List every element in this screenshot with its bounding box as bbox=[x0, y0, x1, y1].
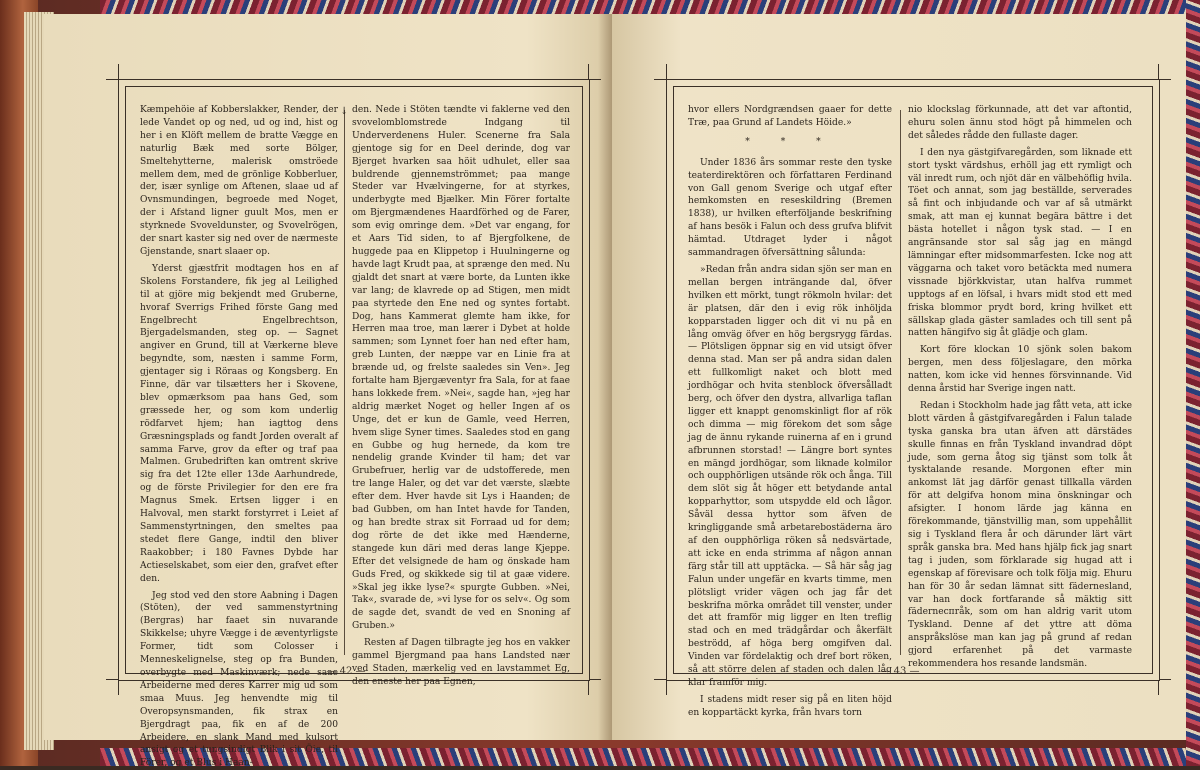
paragraph: Jeg stod ved den store Aabning i Dagen (Stöten), der ved sammenstyrtning (Bergras) har faaet sin nuvarande Skikkelse; uhyre Vægge i de æventyrligste Former, tidt som Colosser i Menneskelignelse, steg op fra Bunden, overbygte med Maskinværk; nede saae Arbeiderne med deres Karrer mig ud som smaa Muus. Jeg henvendte mig til Overopsynsmanden, fik strax en Bjergdragt paa, fik en af de 200 Arbeidere, en slank Mand med kulsort ansigt og et tungsindigt Blik i sit Öie, til Förer, og et Blus i Haan- bbox=[140, 590, 338, 769]
frame-tick bbox=[1158, 64, 1159, 79]
left-page-column-1 bbox=[140, 104, 338, 769]
section-break-stars: * * * bbox=[745, 136, 835, 147]
paragraph: Redan i Stockholm hade jag fått veta, att icke blott värden å gästgifvaregården i Falun talade tyska ganska bra utan äfven att därstädes skulle finnas en från Tyskland invandrad döpt jude, som gerna åtog sig tjänst som tolk åt tysktalande resande. Morgonen efter min ankomst lät jag därför genast tillkalla värden för att delgifva honom mina önskningar och afsigter. I honom lärde jag känna en förekommande, tjänstvillig man, som uppehållit sig i Tyskland flera år och därunder lärt värt språk ganska bra. Med hans hjälp fick jag snart tag i juden, som förklarade sig hugad att i egenskap af förevisare och tolk följa mig. Ehuru han för 30 år sedan lämnat sitt fädernesland, var han dock fortfarande så mäktig sitt fäderneспråk, som om han aldrig varit utom Tyskland. Denne af det yttre att döma anspråkslöse man kan jag på grund af redan gjord erfarenhet på det varmaste rekommendera hos resande landsmän. bbox=[908, 400, 1132, 670]
paragraph: den. Nede i Stöten tændte vi faklerne ved den svovelomblomstrede Indgang til Underverdenens Huler. Scenerne fra Sala gjentoge sig for en Deel derinde, dog var Bjerget hvarken saa höit udhulet, eller saa buldrende gjennemströmmet; paa mange Steder var Hvælvingerne, for at styrkes, underbygte med Bjælker. Min Förer fortalte om Bjergmændenes Haardförhed og de Farer, som evig omringe dem. »Det var engang, for et Aars Tid siden, to af Bjergfolkene, de huggede paa en Klippetop i Huulningerne og havde lagt Krudt paa, at sprænge den med. Nu gjaldt det snart at være borte, da Lunten ikke var lang; de klavrede op ad Stigen, men midt paa styrtede den Ene ned og syntes fortabt. Dog, hans Kammerat glemte ham ikke, for Herren maa troe, man lærer i Dybet at holde sammen; som Lynnet foer han ned efter ham, greb Lunten, der næppe var en Linie fra at brænde ud, og frelste saaledes sin Ven». Jeg fortalte ham Bjergæventyr fra Sala, for at faae hans lokkede frem. »Nei«, sagde han, »jeg har aldrig mærket Noget og heller Ingen af os Unge, det er kun de Gamle, veed Herren, hvem slige Syner times. Saaledes stod en gang en Gubbe og hug hernede, da kom tre nendelig grande Kvinder til ham; det var Grubefruer, herlig var de udstofferede, men tre lange Haler, og det var det værste, slæbte efter dem. Hver havde sit Lys i Haanden; de bad Gubben, om han Intet havde for Tanden, og han bredte strax sit Forraad ud for dem; dog rörte de det ikke med Hænderne, stangede kun däri med deras lange Kjeppe. Efter det velsignede de ham og önskade ham Guds Fred, og skikkede sig til at gaæ videre. »Skal jeg ikke lyse?« spurgte Gubben. »Nei, Tak«, svarade de, »vi lyse for os selv«. Og som de sagde det, svandt de ved en Snoning af Gruben.» bbox=[352, 105, 570, 632]
right-page-column-2 bbox=[908, 104, 1132, 670]
column-rule-marker: ↓ bbox=[340, 106, 349, 117]
frame-tick bbox=[106, 79, 118, 80]
page-number-left: — 42 — bbox=[326, 666, 366, 677]
frame-tick bbox=[588, 64, 589, 79]
left-page-column-2 bbox=[352, 104, 570, 687]
frame-tick bbox=[654, 679, 666, 680]
paragraph: Kæmpehöie af Kobberslakker, Render, der lede Vandet op og ned, ud og ind, hist og her i en Klöft mellem de bratte Vægge en naturlig Bæk med sorte Bölger, Smeltehytterne, malerisk omströede mellem dem, med de grönlige Kobberluer, der, især synlige om Aftenen, slaae ud af Ovnsmundingen, begroede med Noget, der i Afstand ligner guult Mos, men er styrknede Svoveldunster, og Svovelrögen, der snart kaster sig ned over de nærmeste Gjenstande, snart slaaer op. bbox=[140, 105, 338, 257]
frame-tick bbox=[666, 64, 667, 79]
frame-tick bbox=[118, 680, 119, 695]
right-page-column-1 bbox=[688, 104, 892, 718]
frame-tick bbox=[588, 680, 589, 695]
paragraph: Kort före klockan 10 sjönk solen bakom bergen, men dess följeslagare, den mörka natten, kom icke vid hennes försvinnande. Vid denna årstid har Sverige ingen natt. bbox=[908, 345, 1132, 395]
left-page bbox=[44, 14, 612, 769]
paragraph: Under 1836 års sommar reste den tyske teaterdirektören och författaren Ferdinand von Gall genom Sverige och utgaf efter hemkomsten en reseskildring (Bremen 1838), ur hvilken efterföljande beskrifning af hans besök i Falun och dess grufva blifvit hämtad. Utdraget lyder i något sammandragen öfversättning sålunda: bbox=[688, 157, 892, 259]
right-page bbox=[612, 14, 1186, 740]
frame-tick bbox=[1158, 680, 1159, 695]
column-rule bbox=[900, 110, 901, 655]
column-rule bbox=[344, 110, 345, 655]
frame-tick bbox=[106, 679, 118, 680]
page-number-right: — 43 — bbox=[880, 666, 920, 677]
paragraph: I stadens midt reser sig på en liten höjd en koppartäckt kyrka, från hvars torn bbox=[688, 694, 892, 718]
frame-tick bbox=[1159, 679, 1171, 680]
paragraph: nio klockslag förkunnade, att det var aftontid, ehuru solen ännu stod högt på himmelen och det således rådde den fullaste dager. bbox=[908, 105, 1132, 141]
paragraph: I den nya gästgifvaregården, som liknade ett stort tyskt värdshus, erhöll jag ett rymligt och väl inredt rum, och njöt där en välbehöflig hvila. Töet och annat, som jag beställde, serverades så fint och inbjudande och var af så utmärkt smak, att man ej kunnat begära bättre i det bästa hotellet i någon tysk stad. — I en angränsande stor sal såg jag en mängd lämningar efter midsommarfesten. Icke nog att väggarna och taket voro betäckta med numera vissnade björkkvistar, utan halfva rummet upptogs af en löfsal, i hvars midt stod ett med friska blommor prydt bord, kring hvilket ett sällskap glada gäster samlades och till sent på natten hängifvo sig åt glädje och glam. bbox=[908, 147, 1132, 339]
paragraph: »Redan från andra sidan sjön ser man en mellan bergen inträngande dal, öfver hvilken ett mörkt, tungt rökmoln hvilar: det är platsen, där den i evig rök inhöljda kopparstaden ligger och dit vi nu på en lång omväg öfver en hög bergsrygg färdas. — Plötsligen öppnar sig en vid utsigt öfver denna stad. Man ser på andra sidan dalen ett fullkomligt naket och blott med jordhögar och hvita stenblock öfversålladt berg, och öfver den dystra, allvarliga taflan ligger ett knappt genomskinligt flor af rök och dimma — mig förekom det som såge jag de ännu rykande ruinerna af en i grund afbrunnen storstad! — Längre bort syntes en mängd jordhögar, som liknade kolmilor och oupphörligen utsände rök och ånga. Till dem slöt sig åt höger ett betydande antal kopparhyttor, som utspydde eld och lågor. Såväl dessa hyttor som äfven de kringliggande små arbetarebostäderna äro af den oupphörliga röken så nedsvärtade, att icke en enda strimma af någon annan färg står till att upptäcka. — Så här såg jag Falun under ungefär en kvarts timme, men plötsligt vrider vägen och jag får det beskrifna mörka området till venster, under det att framför mig ligger en lten treflig stad och en med trädgårdar och åkerfält beströdd, af höga berg omgifven dal. Vinden var fördelaktig och dref bort röken, så att större delen af staden och dalen låg klar framför mig. bbox=[688, 264, 892, 688]
frame-tick bbox=[666, 680, 667, 695]
frame-tick bbox=[118, 64, 119, 79]
frame-tick bbox=[1159, 79, 1171, 80]
marbled-edge-top bbox=[100, 0, 1200, 14]
paragraph: Yderst gjæstfrit modtagen hos en af Skolens Forstandere, fik jeg al Leilighed til at gjöre mig bekjendt med Gruberne, hvoraf Sverrigs Frihed förste Gang med Engelbrecht Engelbrechtson, Bjergadelsmanden, steg op. — Sagnet angiver en Grund, till at Værkerne bleve begyndte, som, næsten i samme Form, gjentager sig i Röraas og Kongsberg. En Finne, där var tilsætters her i Skovene, blev opmærksom paa hans Ged, som græssede her, og som kom underlig rödfarvet hjem; han iagttog dens Græsningsplads og fandt Jorden overalt af samma Farve, grov da efter og traf paa Malmen. Grubedriften kan omtrent skrive sig fra det 12te eller 13de Aarhundrede, og de förste Privilegier for den ere fra Magnus Smek. Ertsen ligger i en Halvoval, men starkt forstyrret i Leiet af Sammenstyrtningen, den smeltes paa stedet flere Gange, indtil den bliver Raakobber; i 180 Favnes Dybde har Actieselskabet, som eier den, grafvet efter den. bbox=[140, 263, 338, 584]
paragraph: Resten af Dagen tilbragte jeg hos en vakker gammel Bjergmand paa hans Landsted nær ved Staden, mærkelig ved en lavstammet Eg, den eneste her paa Egnen, bbox=[352, 638, 570, 687]
paragraph: hvor ellers Nordgrændsen gaaer for dette Træ, paa Grund af Landets Höide.» bbox=[688, 105, 892, 128]
marbled-edge-right bbox=[1186, 0, 1200, 766]
frame-tick bbox=[654, 79, 666, 80]
